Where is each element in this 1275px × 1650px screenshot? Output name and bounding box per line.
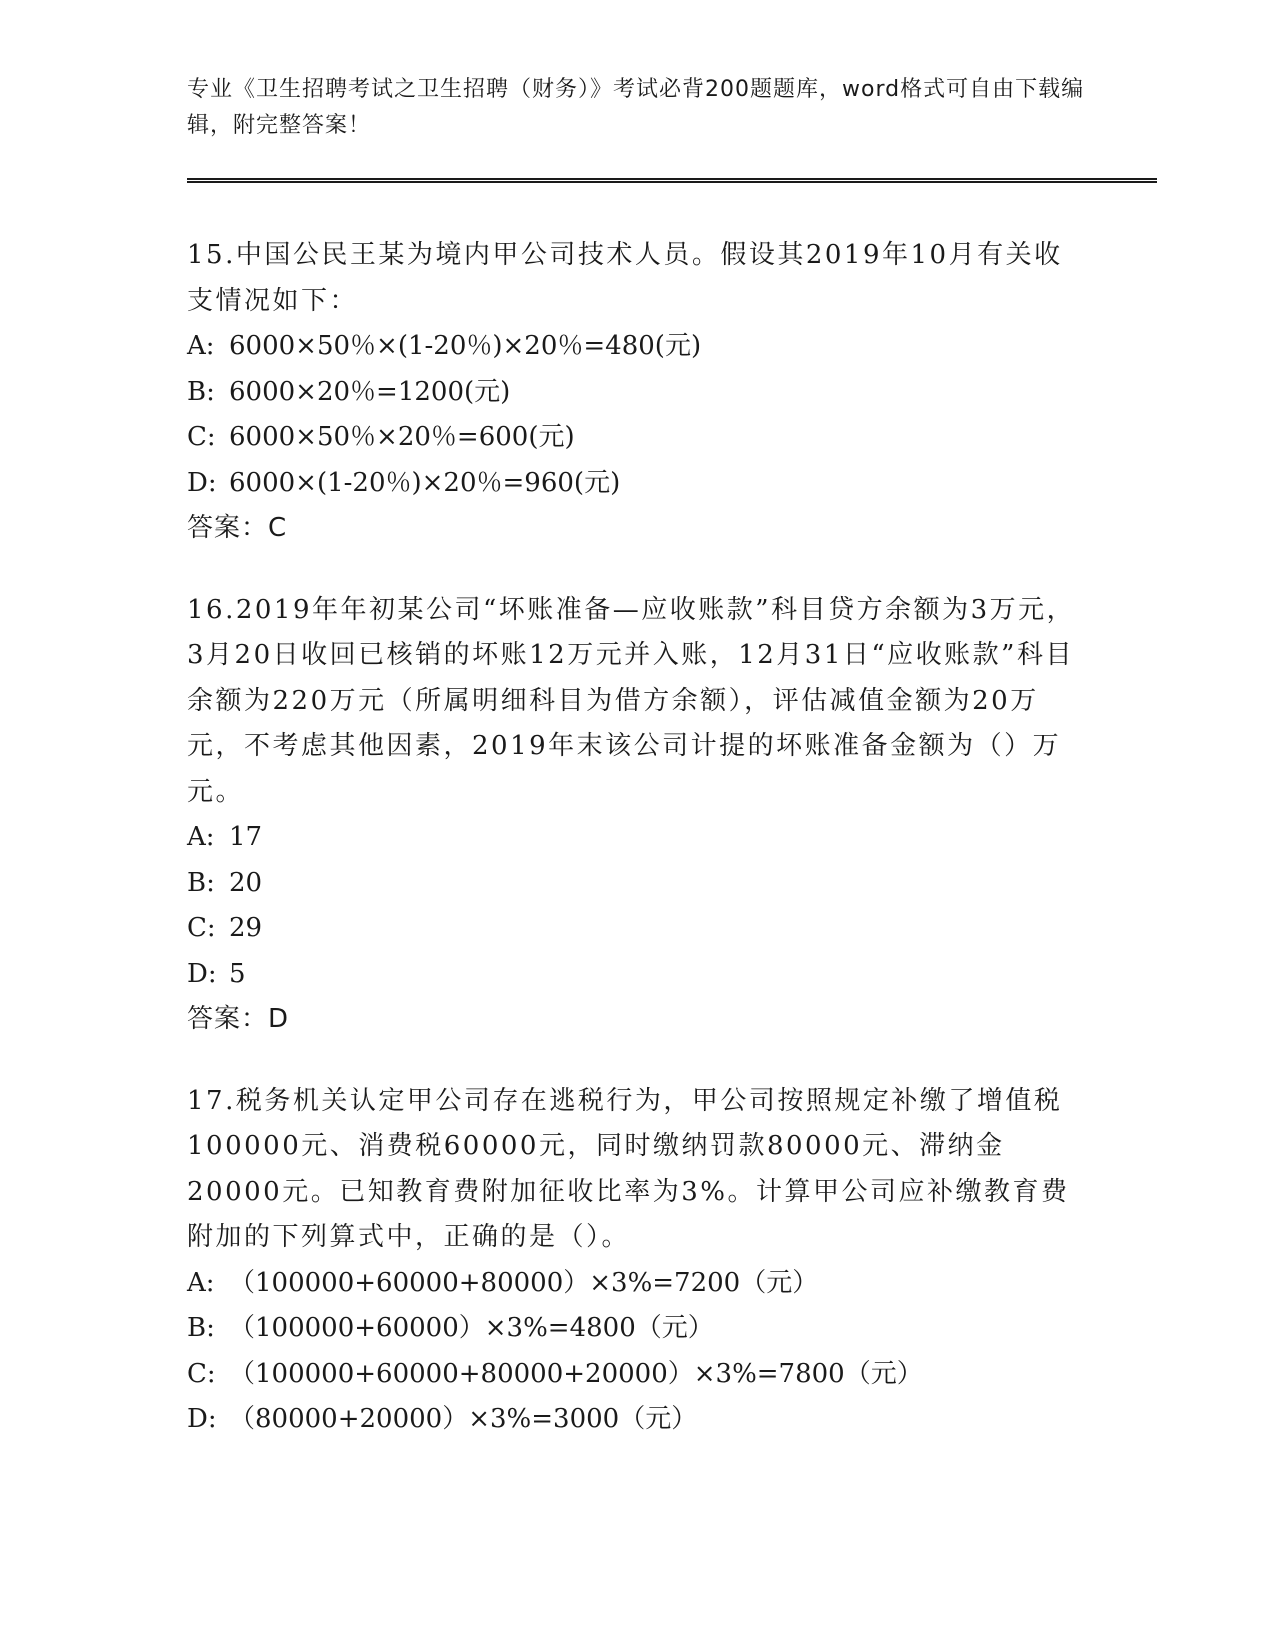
- option-text: 17: [229, 822, 263, 852]
- option-c: [187, 415, 1087, 461]
- option-text: 6000×50％×(1-20％)×20％=480(元): [229, 331, 702, 361]
- option-text: （100000+60000+80000+20000）×3%=7800（元）: [229, 1358, 923, 1389]
- document-header: [187, 72, 1087, 144]
- option-letter: B:: [187, 1313, 215, 1343]
- question-16: [187, 588, 1087, 1043]
- option-text: 6000×(1-20％)×20％=960(元): [229, 467, 621, 498]
- option-list: [187, 324, 1087, 506]
- option-letter: B:: [187, 376, 215, 407]
- option-text: 6000×20％=1200(元): [229, 376, 511, 407]
- option-c: [187, 906, 1087, 952]
- question-stem: 17.税务机关认定甲公司存在逃税行为，甲公司按照规定补缴了增值税100000元、消费税60000元，同时缴纳罚款80000元、滞纳金20000元。已知教育费附加征收比率为3%。计算甲公司应补缴教育费附加的下列算式中，正确的是（）。: [187, 1085, 1070, 1252]
- option-letter: B:: [187, 867, 215, 898]
- option-letter: C:: [187, 422, 216, 452]
- option-letter: D:: [187, 958, 217, 989]
- answer-line: 答案：D: [187, 1004, 290, 1034]
- option-letter: D:: [187, 467, 217, 498]
- header-double-rule: [187, 178, 1157, 183]
- question-17: [187, 1079, 1087, 1443]
- option-letter: A:: [187, 331, 215, 361]
- option-a: [187, 324, 1087, 370]
- option-a: [187, 815, 1087, 861]
- question-stem: 15.中国公民王某为境内甲公司技术人员。假设其2019年10月有关收支情况如下：: [187, 240, 1063, 316]
- option-b: [187, 370, 1087, 416]
- option-text: （100000+60000）×3%=4800（元）: [229, 1313, 714, 1343]
- option-letter: A:: [187, 822, 215, 852]
- option-text: （80000+20000）×3%=3000（元）: [229, 1404, 698, 1434]
- question-stem: 16.2019年年初某公司“坏账准备—应收账款”科目贷方余额为3万元，3月20日收回已核销的坏账12万元并入账，12月31日“应收账款”科目余额为220万元（所属明细科目为借方余额），评估减值金额为20万元，不考虑其他因素，2019年末该公司计提的坏账准备金额为（）万元。: [187, 594, 1076, 807]
- option-b: [187, 861, 1087, 907]
- option-c: [187, 1352, 1087, 1398]
- header-text: 专业《卫生招聘考试之卫生招聘（财务）》考试必背200题题库，word格式可自由下载编辑，附完整答案！: [187, 77, 1085, 138]
- option-d: [187, 461, 1087, 507]
- option-letter: A:: [187, 1267, 215, 1298]
- question-15: [187, 233, 1087, 552]
- option-text: 6000×50％×20％=600(元): [229, 422, 575, 452]
- option-text: 20: [229, 867, 263, 898]
- option-b: [187, 1306, 1087, 1352]
- option-d: [187, 1397, 1087, 1443]
- question-list: [187, 233, 1087, 1479]
- option-letter: C:: [187, 1358, 216, 1389]
- option-text: 29: [229, 913, 263, 943]
- option-text: 5: [229, 958, 246, 989]
- option-list: [187, 815, 1087, 997]
- option-text: （100000+60000+80000）×3%=7200（元）: [229, 1267, 819, 1298]
- option-a: [187, 1261, 1087, 1307]
- option-letter: D:: [187, 1404, 217, 1434]
- option-list: [187, 1261, 1087, 1443]
- option-d: [187, 952, 1087, 998]
- answer-line: 答案：C: [187, 513, 288, 543]
- option-letter: C:: [187, 913, 216, 943]
